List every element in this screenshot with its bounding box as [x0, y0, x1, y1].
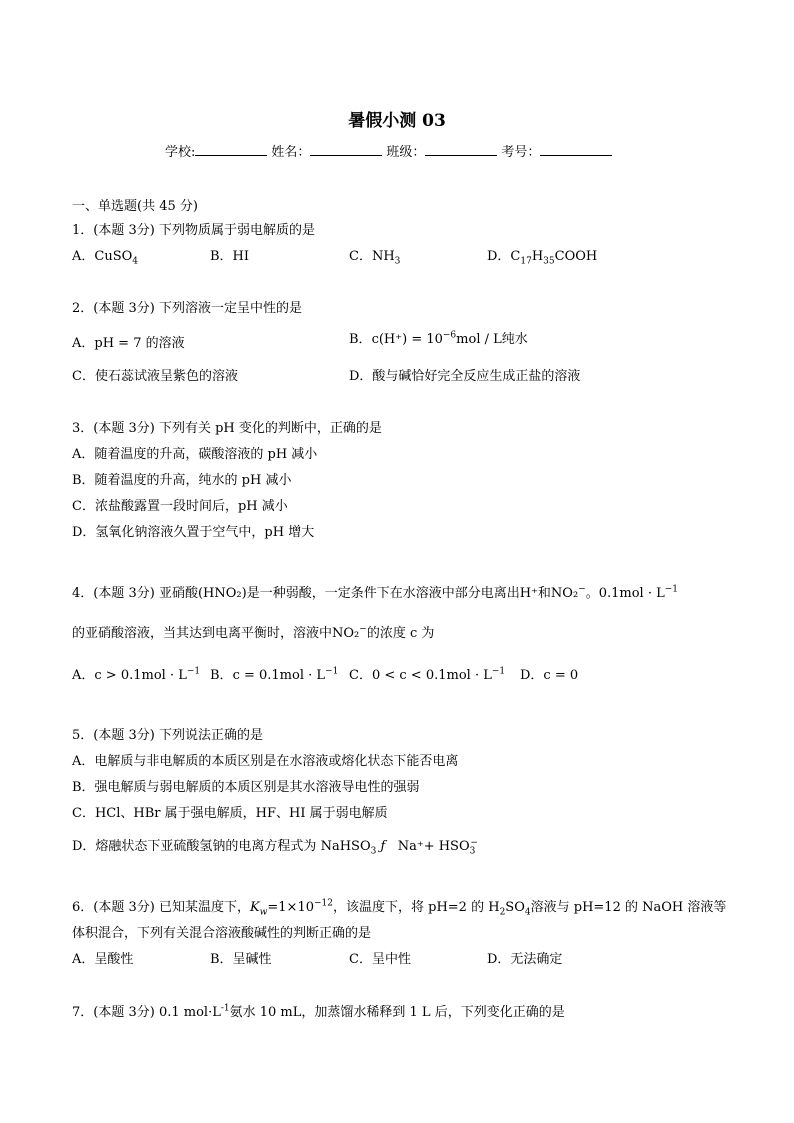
q5-option-c: C．HCl、HBr 属于强电解质，HF、HI 属于弱电解质 — [72, 806, 388, 821]
school-blank — [195, 143, 267, 156]
q3-option-c: C．浓盐酸露置一段时间后，pH 减小 — [72, 499, 288, 514]
q6-option-a: A．呈酸性 — [72, 952, 134, 967]
q4-stem-line1: 4．(本题 3分) 亚硝酸(HNO₂)是一种弱酸，一定条件下在水溶液中部分电离出H⁺和NO₂−。$0.1mol \cdot L^{-1}$ — [72, 584, 679, 601]
q3-option-a: A．随着温度的升高，碳酸溶液的 pH 减小 — [72, 447, 318, 462]
q2-option-c: C．使石蕊试液呈紫色的溶液 — [72, 369, 238, 384]
q5-option-d: D．熔融状态下亚硫酸氢钠的电离方程式为 NaHSO$_3$ ƒ $Na^++ HSO_3^-$ — [72, 837, 478, 857]
q2-option-b: B．$c(H^+) = 10^{-6}mol / L$纯水 — [349, 330, 528, 347]
q4-option-b: B．$c = 0.1mol \cdot L^{-1}$ — [210, 666, 339, 683]
q4-stem-line2: 的亚硝酸溶液，当其达到电离平衡时，溶液中NO₂−的浓度 c 为 — [72, 624, 435, 641]
q1-option-c: C．$NH_3$ — [349, 249, 401, 267]
q2-stem: 2．(本题 3分) 下列溶液一定呈中性的是 — [72, 301, 302, 316]
q1-option-a: A．CuSO$_4$ — [72, 249, 139, 267]
section-title: 一、单选题(共 45 分) — [72, 199, 198, 214]
q6-option-d: D．无法确定 — [487, 952, 563, 967]
school-label: 学校: — [165, 145, 196, 160]
class-blank — [425, 143, 497, 156]
q5-stem: 5．(本题 3分) 下列说法正确的是 — [72, 728, 263, 743]
q4-option-c: C．$0 < c < 0.1mol \cdot L^{-1}$ — [349, 666, 506, 683]
q4-option-d: D．c = 0 — [520, 668, 579, 683]
q6-stem-line2: 体积混合，下列有关混合溶液酸碱性的判断正确的是 — [72, 926, 372, 941]
q6-option-c: C．呈中性 — [349, 952, 411, 967]
q6-stem-line1: 6．(本题 3分) 已知某温度下，$K_w=1\times 10^{-12}$，该温度下，将 pH=2 的 $H_2SO_4$溶液与 pH=12 的 NaOH 溶液等 — [72, 898, 727, 918]
page-title: 暑假小测 03 — [348, 111, 446, 131]
q4-option-a: A．$c > 0.1mol \cdot L^{-1}$ — [72, 666, 201, 683]
name-blank — [310, 143, 382, 156]
number-label: 考号： — [501, 145, 541, 160]
number-blank — [540, 143, 612, 156]
name-label: 姓名： — [271, 145, 311, 160]
q6-option-b: B．呈碱性 — [210, 952, 272, 967]
q3-option-d: D．氢氧化钠溶液久置于空气中，pH 增大 — [72, 525, 315, 540]
q5-option-b: B．强电解质与弱电解质的本质区别是其水溶液导电性的强弱 — [72, 780, 420, 795]
student-info-line — [165, 141, 616, 160]
q3-stem: 3．(本题 3分) 下列有关 pH 变化的判断中，正确的是 — [72, 421, 382, 436]
q1-option-d: D．$C_{17}H_{35}COOH$ — [487, 249, 598, 267]
q2-option-a: A．pH = 7 的溶液 — [72, 336, 185, 351]
q7-stem: 7．(本题 3分) 0.1 $mol\cdot L^{-1}$氨水 10 mL，加蒸馏水稀释到 1 L 后，下列变化正确的是 — [72, 1003, 565, 1020]
q5-option-a: A．电解质与非电解质的本质区别是在水溶液或熔化状态下能否电离 — [72, 754, 459, 769]
q1-option-b: B．HI — [210, 249, 250, 264]
q1-stem: 1．(本题 3分) 下列物质属于弱电解质的是 — [72, 223, 315, 238]
q3-option-b: B．随着温度的升高，纯水的 pH 减小 — [72, 473, 292, 488]
class-label: 班级： — [386, 145, 426, 160]
q2-option-d: D．酸与碱恰好完全反应生成正盐的溶液 — [349, 369, 581, 384]
